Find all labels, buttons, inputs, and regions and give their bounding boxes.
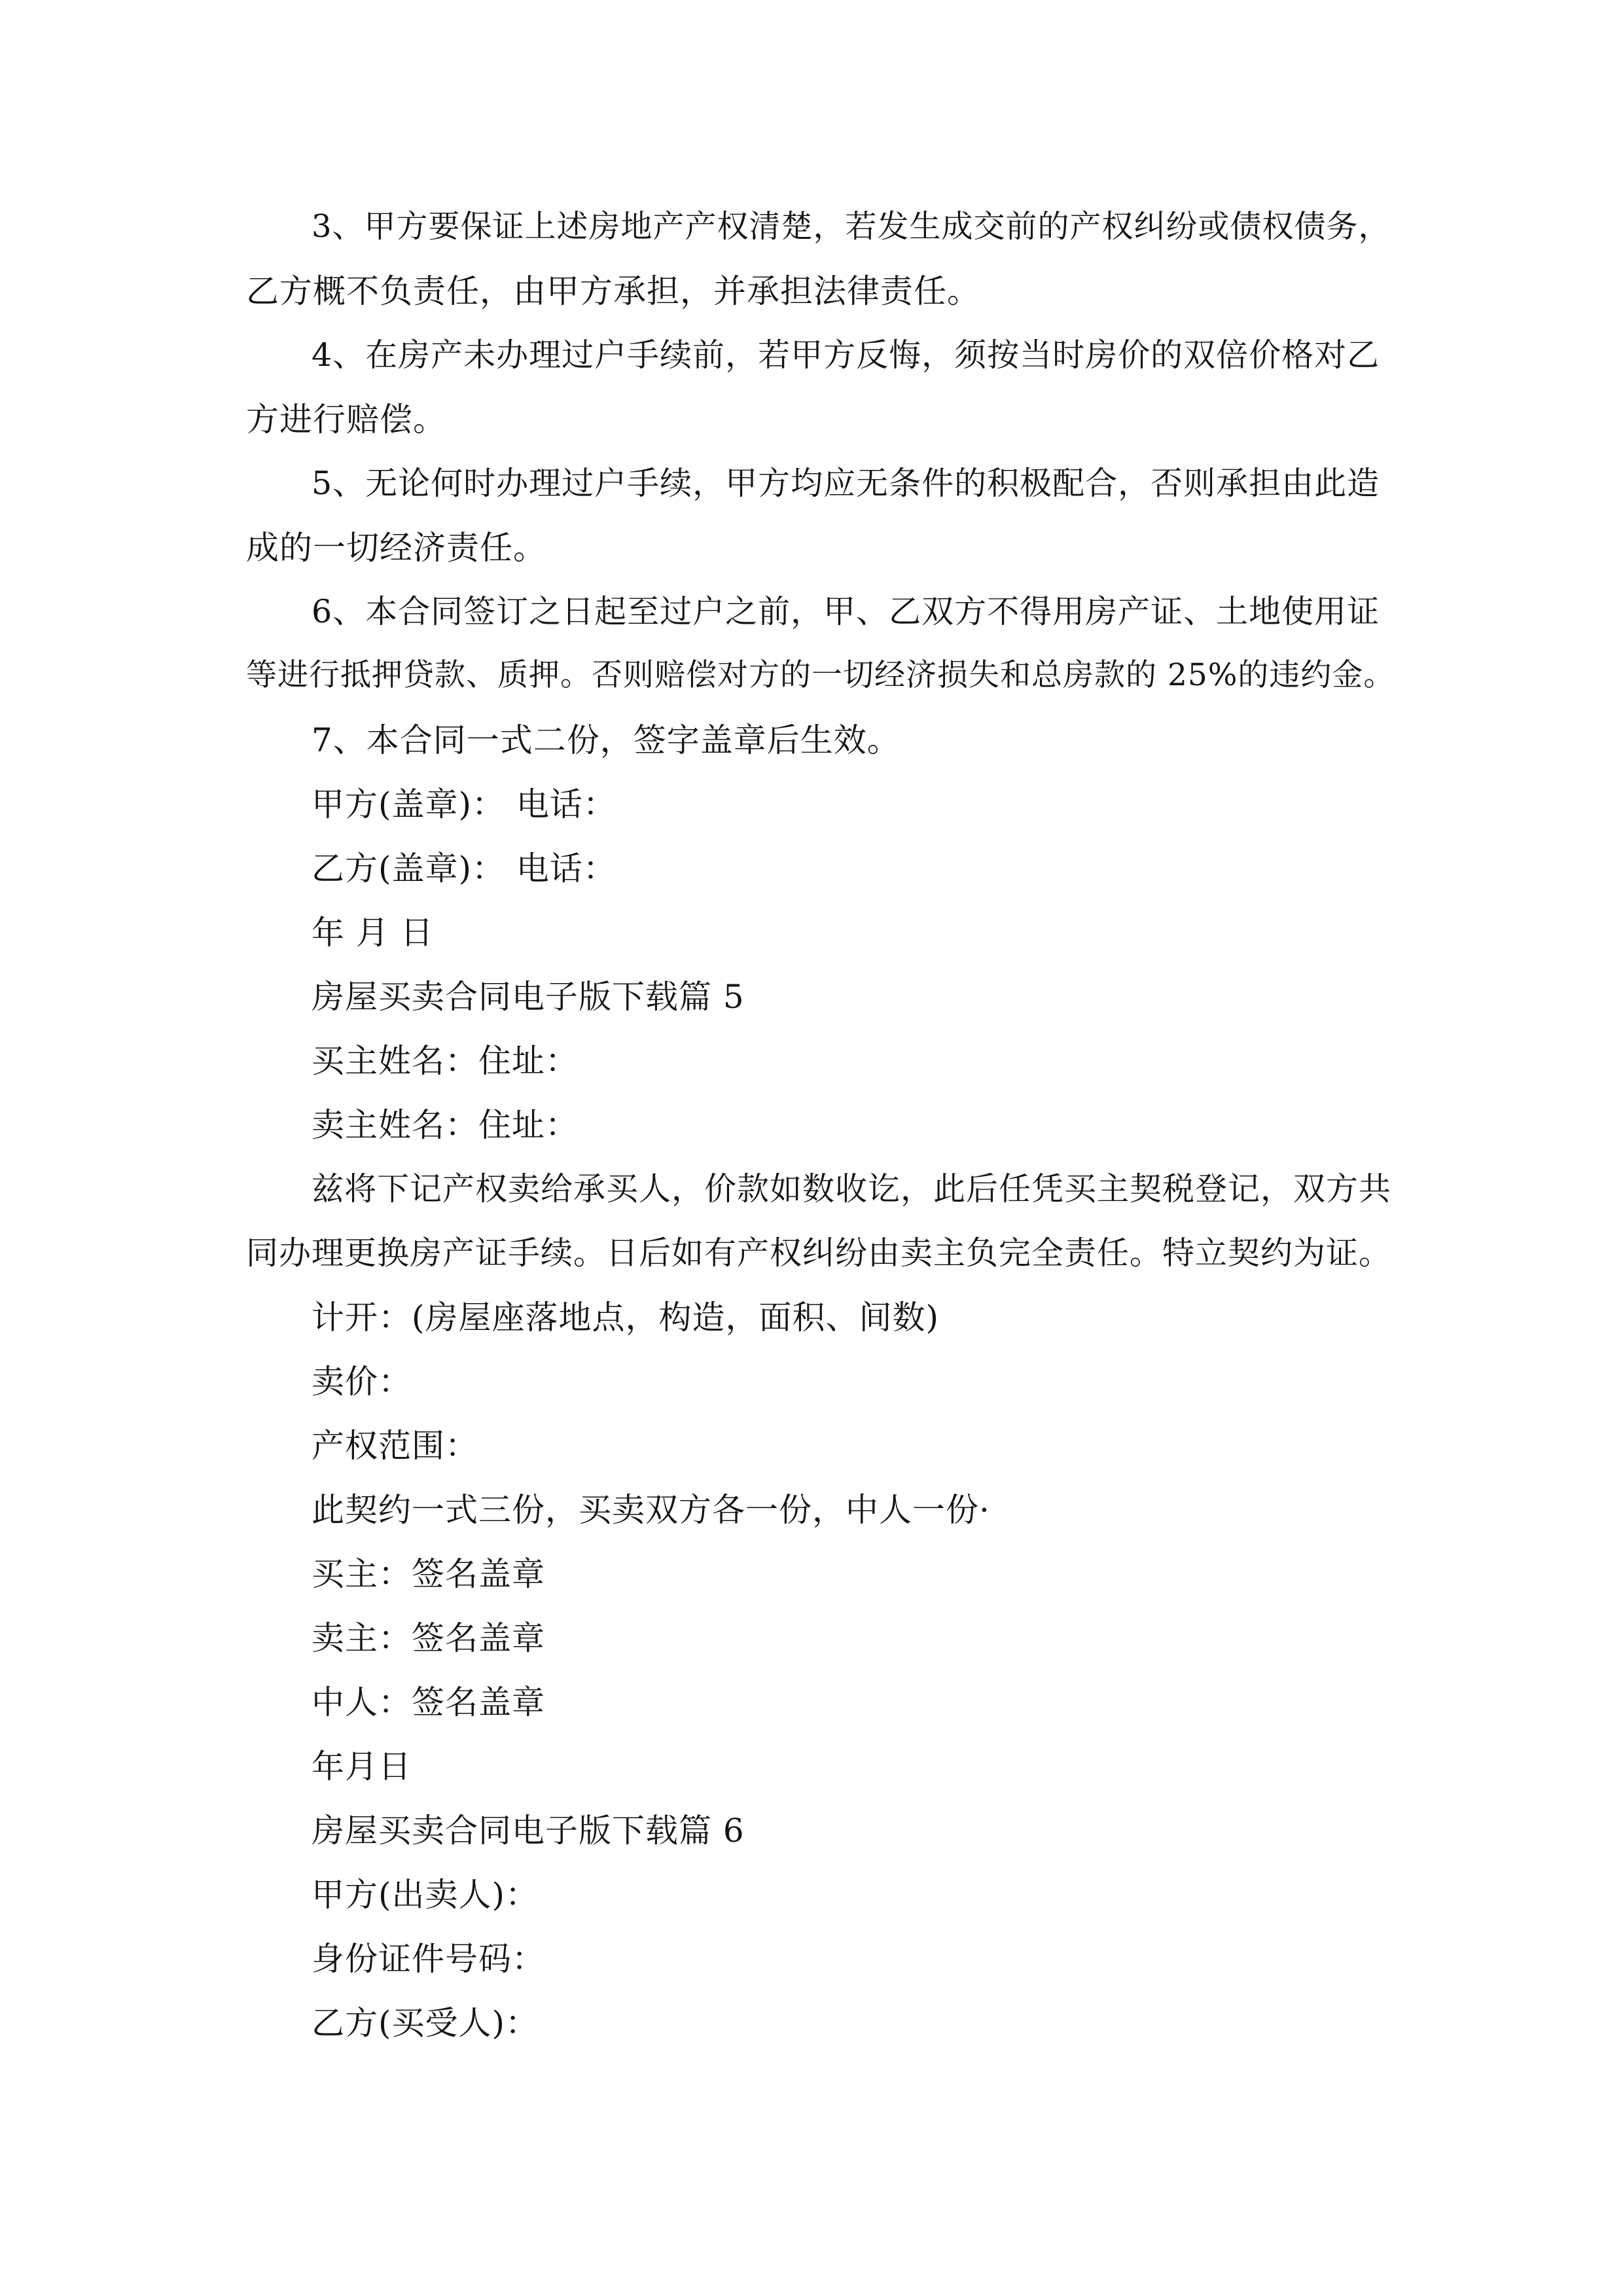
clause-6-line-2: 等进行抵押贷款、质押。否则赔偿对方的一切经济损失和总房款的 25%的违约金。: [246, 657, 1395, 693]
copies-note: 此契约一式三份，买卖双方各一份，中人一份·: [312, 1491, 990, 1529]
deed-body-line-1: 兹将下记产权卖给承买人，价款如数收讫，此后任凭买主契税登记，双方共: [312, 1170, 1392, 1208]
party-a-seller: 甲方(出卖人)：: [312, 1876, 539, 1914]
party-b-buyer: 乙方(买受人)：: [312, 2004, 539, 2042]
party-b-signature: 乙方(盖章)： 电话：: [312, 850, 616, 888]
section-heading-6: 房屋买卖合同电子版下载篇 6: [312, 1812, 745, 1850]
middleman-signature: 中人：签名盖章: [312, 1683, 545, 1721]
buyer-name-address: 买主姓名：住址：: [312, 1042, 579, 1080]
clause-4-line-1: 4、在房产未办理过户手续前，若甲方反悔，须按当时房价的双倍价格对乙: [312, 336, 1380, 374]
buyer-signature: 买主：签名盖章: [312, 1555, 545, 1593]
date-line: 年 月 日: [312, 914, 434, 952]
clause-3-line-2: 乙方概不负责任，由甲方承担，并承担法律责任。: [246, 272, 980, 310]
section-heading-5: 房屋买卖合同电子版下载篇 5: [312, 978, 745, 1016]
sale-price: 卖价：: [312, 1363, 412, 1401]
clause-5-line-1: 5、无论何时办理过户手续，甲方均应无条件的积极配合，否则承担由此造: [312, 465, 1380, 502]
seller-name-address: 卖主姓名：住址：: [312, 1106, 579, 1144]
date-line-2: 年月日: [312, 1748, 412, 1785]
property-scope: 产权范围：: [312, 1427, 478, 1465]
clause-7: 7、本合同一式二份，签字盖章后生效。: [312, 721, 901, 759]
party-a-signature: 甲方(盖章)： 电话：: [312, 785, 616, 823]
clause-5-line-2: 成的一切经济责任。: [246, 529, 546, 567]
seller-signature: 卖主：签名盖章: [312, 1619, 545, 1657]
clause-4-line-2: 方进行赔偿。: [246, 401, 446, 439]
deed-body-line-2: 同办理更换房产证手续。日后如有产权纠纷由卖主负完全责任。特立契约为证。: [246, 1234, 1392, 1272]
id-number: 身份证件号码：: [312, 1940, 545, 1978]
clause-3-line-1: 3、甲方要保证上述房地产产权清楚，若发生成交前的产权纠纷或债权债务，: [312, 208, 1391, 245]
clause-6-line-1: 6、本合同签订之日起至过户之前，甲、乙双方不得用房产证、土地使用证: [312, 593, 1380, 630]
property-details: 计开：(房屋座落地点，构造，面积、间数): [312, 1299, 940, 1336]
